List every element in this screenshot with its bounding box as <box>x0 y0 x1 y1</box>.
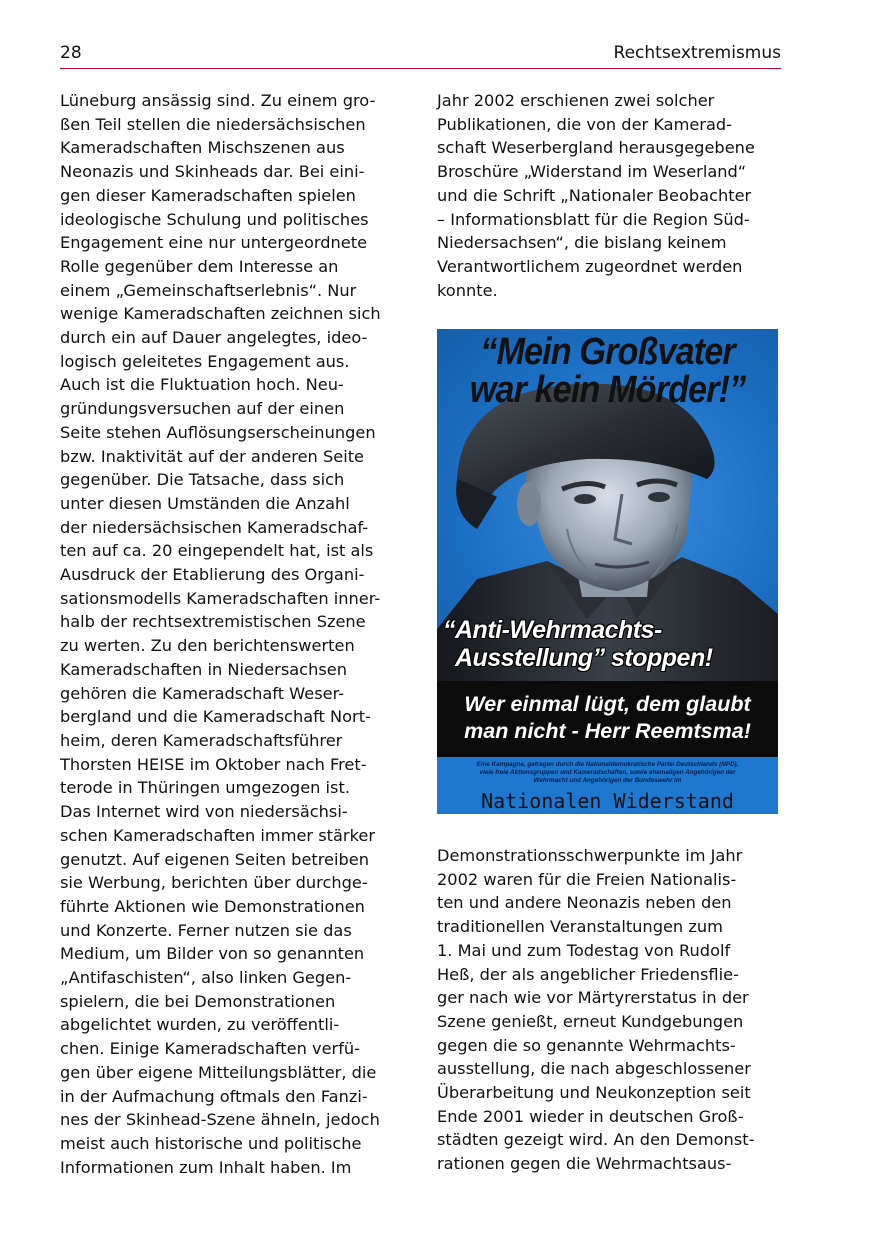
text-line: ten auf ca. 20 eingependelt hat, ist als <box>60 541 374 561</box>
text-line: Demonstrationsschwerpunkte im Jahr <box>437 846 743 865</box>
text-line: Heß, der als angeblicher Friedensflie- <box>437 964 739 984</box>
text-line: einem „Gemeinschaftserlebnis“. Nur <box>60 280 357 300</box>
text-line: Überarbeitung und Neukonzeption seit <box>437 1083 751 1103</box>
poster-bottom-area <box>437 757 778 814</box>
text-line: gründungsversuchen auf der einen <box>60 399 345 419</box>
text-line: logisch geleitetes Engagement aus. <box>60 351 350 371</box>
poster-slogan-bar <box>437 681 778 757</box>
text-line: Rolle gegenüber dem Interesse an <box>60 256 339 276</box>
left-text-column <box>60 89 405 1179</box>
text-line: Informationen zum Inhalt haben. Im <box>60 1157 352 1177</box>
text-line: Auch ist die Fluktuation hoch. Neu- <box>60 375 344 395</box>
text-line: heim, deren Kameradschaftsführer <box>60 730 343 750</box>
page-number: 28 <box>60 43 82 63</box>
text-line: wenige Kameradschaften zeichnen sich <box>60 304 381 324</box>
text-line: traditionellen Veranstaltungen zum <box>437 917 723 937</box>
text-line: Niedersachsen“, die bislang keinem <box>437 233 727 253</box>
text-line: in der Aufmachung oftmals den Fanzi- <box>60 1086 368 1106</box>
text-line: genutzt. Auf eigenen Seiten betreiben <box>60 849 370 869</box>
text-line: der niedersächsischen Kameradschaf- <box>60 517 369 537</box>
text-line: zu werten. Zu den berichtenswerten <box>60 636 355 656</box>
text-line: ger nach wie vor Märtyrerstatus in der <box>437 988 749 1008</box>
text-line: führte Aktionen wie Demonstrationen <box>60 896 365 916</box>
text-line: Szene genießt, erneut Kundgebungen <box>437 1011 744 1031</box>
text-line: Ausdruck der Etablierung des Organi- <box>60 565 365 585</box>
right-text-column-bottom <box>437 844 782 1176</box>
text-line: konnte. <box>437 280 498 300</box>
text-line: gen über eigene Mitteilungsblätter, die <box>60 1062 377 1082</box>
text-line: und Konzerte. Ferner nutzen sie das <box>60 920 352 940</box>
text-line: Thorsten HEISE im Oktober nach Fret- <box>60 754 367 774</box>
text-line: Jahr 2002 erschienen zwei solcher <box>437 91 715 110</box>
text-line: Kameradschaften Mischszenen aus <box>60 138 345 158</box>
text-line: Seite stehen Auflösungserscheinungen <box>60 422 376 442</box>
poster-subhead-line-2: Ausstellung” stoppen! <box>455 644 713 672</box>
text-line: Lüneburg ansässig sind. Zu einem gro- <box>60 91 376 110</box>
text-line: Broschüre „Widerstand im Weserland“ <box>437 162 747 182</box>
text-line: gen dieser Kameradschaften spielen <box>60 185 356 205</box>
text-line: 1. Mai und zum Todestag von Rudolf <box>437 940 731 960</box>
text-line: halb der rechtsextremistischen Szene <box>60 612 366 632</box>
text-line: ten und andere Neonazis neben den <box>437 893 732 913</box>
text-line: Publikationen, die von der Kamerad- <box>437 114 733 134</box>
text-line: chen. Einige Kameradschaften verfü- <box>60 1039 360 1059</box>
text-line: „Antifaschisten“, also linken Gegen- <box>60 968 352 988</box>
text-line: durch ein auf Dauer angelegtes, ideo- <box>60 328 368 348</box>
text-line: bergland und die Kameradschaft Nort- <box>60 707 371 727</box>
text-line: schen Kameradschaften immer stärker <box>60 825 375 845</box>
text-line: – Informationsblatt für die Region Süd- <box>437 209 750 229</box>
text-line: und die Schrift „Nationaler Beobachter <box>437 185 752 205</box>
text-line: ausstellung, die nach abgeschlossener <box>437 1059 751 1079</box>
poster-footer: Nationalen Widerstand <box>481 789 734 813</box>
text-line: Kameradschaften in Niedersachsen <box>60 659 347 679</box>
text-line: städten gezeigt wird. An den Demonst- <box>437 1130 755 1150</box>
text-line: unter diesen Umständen die Anzahl <box>60 493 350 513</box>
text-line: sationsmodells Kameradschaften inner- <box>60 588 381 608</box>
text-line: rationen gegen die Wehrmachtsaus- <box>437 1154 732 1174</box>
poster-headline-line-2: war kein Mörder!” <box>469 369 746 411</box>
text-line: meist auch historische und politische <box>60 1133 362 1153</box>
text-line: schaft Weserbergland herausgegebene <box>437 138 755 158</box>
text-line: Das Internet wird von niedersächsi- <box>60 802 348 822</box>
poster-fineprint-line-1: Eine Kampagne, getragen durch die Nationaldemokratische Partei Deutschlands (NPD), <box>476 761 739 768</box>
section-title: Rechtsextremismus <box>613 43 781 63</box>
text-line: nes der Skinhead-Szene ähneln, jedoch <box>60 1110 380 1130</box>
text-line: Engagement eine nur untergeordnete <box>60 233 368 253</box>
text-line: gegen die so genannte Wehrmachts- <box>437 1035 736 1055</box>
poster-fineprint-line-2: viele freie Aktionsgruppen und Kameradschaften, sowie ehemaligen Angehörigen der <box>479 769 736 776</box>
text-line: Medium, um Bilder von so genannten <box>60 944 365 964</box>
text-line: ideologische Schulung und politisches <box>60 209 369 229</box>
poster-fineprint <box>445 761 770 785</box>
right-text-column-top <box>437 89 782 302</box>
text-line: ßen Teil stellen die niedersächsischen <box>60 114 366 134</box>
text-line: Verantwortlichem zugeordnet werden <box>437 256 743 276</box>
poster-headline-line-1: “Mein Großvater <box>480 331 735 373</box>
text-line: Ende 2001 wieder in deutschen Groß- <box>437 1106 744 1126</box>
text-line: Neonazis und Skinheads dar. Bei eini- <box>60 162 365 182</box>
text-line: 2002 waren für die Freien Nationalis- <box>437 869 737 889</box>
text-line: terode in Thüringen umgezogen ist. <box>60 778 350 798</box>
text-line: abgelichtet wurden, zu veröffentli- <box>60 1015 340 1035</box>
text-line: sie Werbung, berichten über durchge- <box>60 873 368 893</box>
text-line: spielern, die bei Demonstrationen <box>60 991 336 1011</box>
text-line: bzw. Inaktivität auf der anderen Seite <box>60 446 364 466</box>
poster-subhead-line-1: “Anti-Wehrmachts- <box>443 616 662 644</box>
page-header <box>60 40 781 69</box>
poster-subheadline <box>443 616 778 672</box>
poster-slogan-line-1: Wer einmal lügt, dem glaubt <box>464 692 751 716</box>
campaign-poster-image <box>437 329 778 814</box>
poster-fineprint-line-3: Wehrmacht und Angehörigen der Bundeswehr im <box>533 777 682 784</box>
text-line: gehören die Kameradschaft Weser- <box>60 683 345 703</box>
poster-headline <box>454 333 761 409</box>
text-line: gegenüber. Die Tatsache, dass sich <box>60 470 345 490</box>
poster-slogan-line-2: man nicht - Herr Reemtsma! <box>464 719 751 743</box>
